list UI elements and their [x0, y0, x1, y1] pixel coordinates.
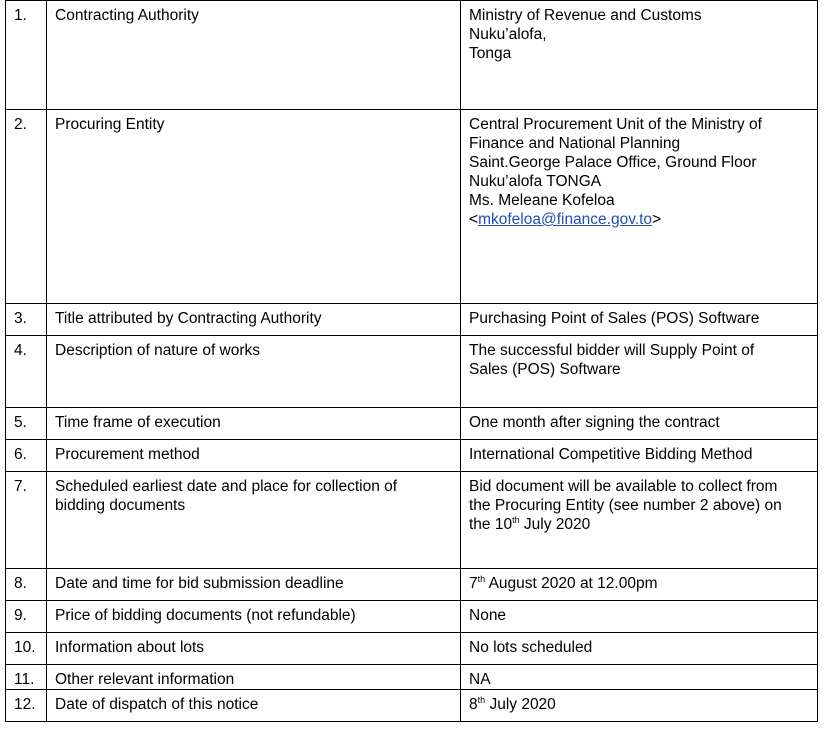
value-line: The successful bidder will Supply Point of — [469, 342, 755, 359]
label-line: bidding documents — [55, 497, 186, 514]
row-number: 7. — [6, 472, 47, 569]
row-number: 2. — [6, 110, 47, 304]
row-number: 8. — [6, 569, 47, 601]
row-number: 4. — [6, 336, 47, 408]
table-row — [6, 601, 818, 633]
ordinal-suffix: th — [477, 694, 486, 705]
table-row — [6, 665, 818, 690]
row-number: 3. — [6, 304, 47, 336]
date-text: the 10 — [469, 516, 513, 533]
table-row — [6, 690, 818, 722]
row-number: 9. — [6, 601, 47, 633]
value-line: the Procuring Entity (see number 2 above) on — [469, 497, 782, 514]
row-label: Information about lots — [47, 633, 461, 665]
email-open-bracket: < — [469, 211, 479, 228]
table-row — [6, 1, 818, 110]
value-line: Central Procurement Unit of the Ministry of — [469, 116, 762, 133]
table-row — [6, 472, 818, 569]
value-line: Saint.George Palace Office, Ground Floor — [469, 154, 757, 171]
date-text: July 2020 — [485, 696, 556, 713]
table-row — [6, 408, 818, 440]
ordinal-suffix: th — [512, 514, 520, 525]
email-link[interactable]: mkofeloa@finance.gov.to — [478, 211, 653, 228]
value-line: Nuku’alofa TONGA — [469, 173, 602, 190]
row-label: Other relevant information — [47, 665, 461, 690]
label-line: Scheduled earliest date and place for collection of — [55, 478, 398, 495]
email-close-bracket: > — [652, 211, 662, 228]
row-label: Time frame of execution — [47, 408, 461, 440]
row-label: Date of dispatch of this notice — [47, 690, 461, 722]
table-row — [6, 336, 818, 408]
row-value: None — [461, 601, 818, 633]
row-value — [461, 690, 818, 722]
row-number: 6. — [6, 440, 47, 472]
row-label: Procuring Entity — [47, 110, 461, 304]
row-label: Contracting Authority — [47, 1, 461, 110]
row-number: 5. — [6, 408, 47, 440]
row-number: 10. — [6, 633, 47, 665]
procurement-notice-table — [5, 0, 818, 722]
row-label: Price of bidding documents (not refundable) — [47, 601, 461, 633]
row-value: One month after signing the contract — [461, 408, 818, 440]
table-row — [6, 304, 818, 336]
row-value — [461, 1, 818, 110]
row-label: Procurement method — [47, 440, 461, 472]
row-value: NA — [461, 665, 818, 690]
row-value — [461, 472, 818, 569]
row-label: Description of nature of works — [47, 336, 461, 408]
value-line: Ministry of Revenue and Customs — [469, 7, 702, 24]
table-row — [6, 633, 818, 665]
row-value: International Competitive Bidding Method — [461, 440, 818, 472]
ordinal-suffix: th — [477, 573, 486, 584]
value-line: Bid document will be available to collect from — [469, 478, 778, 495]
value-line: Tonga — [469, 45, 512, 62]
value-line: Sales (POS) Software — [469, 361, 621, 378]
table-row — [6, 440, 818, 472]
date-text: July 2020 — [519, 516, 591, 533]
date-text: 8 — [469, 696, 478, 713]
value-date-line — [469, 515, 809, 534]
row-number: 12. — [6, 690, 47, 722]
row-number: 11. — [6, 665, 47, 690]
date-text: August 2020 at 12.00pm — [485, 575, 658, 592]
row-value — [461, 110, 818, 304]
value-line: Finance and National Planning — [469, 135, 681, 152]
row-number: 1. — [6, 1, 47, 110]
table-row — [6, 569, 818, 601]
row-value — [461, 569, 818, 601]
table-row — [6, 110, 818, 304]
email-line — [469, 210, 809, 229]
row-value — [461, 336, 818, 408]
value-line: Ms. Meleane Kofeloa — [469, 192, 615, 209]
row-label: Date and time for bid submission deadline — [47, 569, 461, 601]
row-label — [47, 472, 461, 569]
value-line: Nuku’alofa, — [469, 26, 547, 43]
row-value: No lots scheduled — [461, 633, 818, 665]
row-value: Purchasing Point of Sales (POS) Software — [461, 304, 818, 336]
date-text: 7 — [469, 575, 478, 592]
row-label: Title attributed by Contracting Authority — [47, 304, 461, 336]
